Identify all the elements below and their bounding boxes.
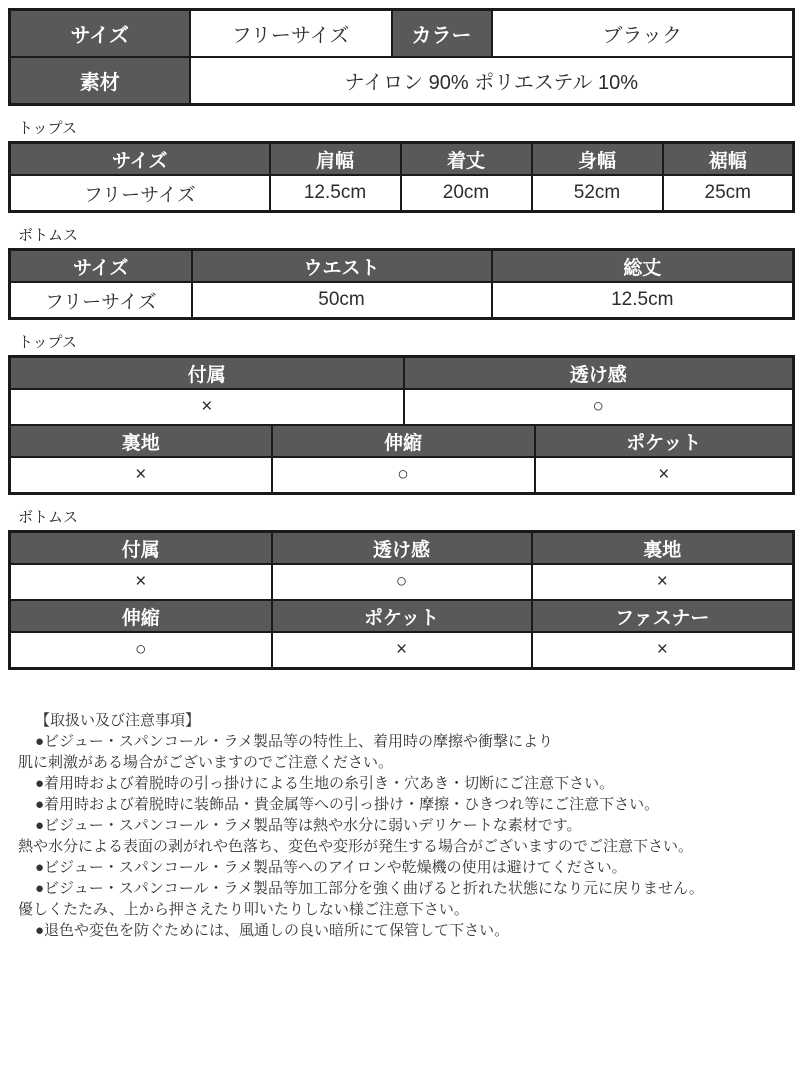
tops-features-header-pocket: ポケット xyxy=(535,425,794,457)
summary-color-value: ブラック xyxy=(492,10,794,58)
care-note-line: ●ビジュー・スパンコール・ラメ製品等の特性上、着用時の摩擦や衝撃により xyxy=(35,733,554,750)
tops-size-header-length: 着丈 xyxy=(401,143,532,176)
bottoms-size-value-total-length: 12.5cm xyxy=(492,282,794,319)
summary-row-material xyxy=(10,57,794,105)
tops-size-header-width: 身幅 xyxy=(532,143,663,176)
care-notes xyxy=(18,710,788,941)
bottoms-features-value-row-2 xyxy=(10,632,794,669)
tops-features-table xyxy=(8,355,795,495)
bottoms-size-value-row xyxy=(10,282,794,319)
bottoms-features-value-stretch: ○ xyxy=(10,632,272,669)
care-note-line: 肌に刺激がある場合がございますのでご注意ください。 xyxy=(18,754,394,771)
bottoms-size-header-row xyxy=(10,250,794,283)
summary-size-label: サイズ xyxy=(10,10,190,58)
bottoms-features-header-pocket: ポケット xyxy=(272,600,532,632)
tops-size-value-width: 52cm xyxy=(532,175,663,212)
tops-features-value-sheerness: ○ xyxy=(404,389,794,425)
bottoms-features-value-pocket: × xyxy=(272,632,532,669)
tops-features-header-row-2 xyxy=(10,425,794,457)
tops-features-header-accessory: 付属 xyxy=(10,357,404,390)
bottoms-size-table xyxy=(8,248,795,320)
tops-size-header-hem: 裾幅 xyxy=(663,143,794,176)
tops-size-value-hem: 25cm xyxy=(663,175,794,212)
tops-size-value-length: 20cm xyxy=(401,175,532,212)
bottoms-features-header-accessory: 付属 xyxy=(10,532,272,565)
care-note-line: 優しくたたみ、上から押さえたり叩いたりしない様ご注意下さい。 xyxy=(18,901,469,918)
tops-size-table xyxy=(8,141,795,213)
bottoms-features-header-row-1 xyxy=(10,532,794,565)
bottoms-features-header-sheerness: 透け感 xyxy=(272,532,532,565)
bottoms-features-value-row-1 xyxy=(10,564,794,600)
section-label-bottoms-features: ボトムス xyxy=(18,509,79,526)
bottoms-features-header-lining: 裏地 xyxy=(532,532,794,565)
care-note-line: ●ビジュー・スパンコール・ラメ製品等へのアイロンや乾燥機の使用は避けてください。 xyxy=(35,859,627,876)
care-notes-title: 【取扱い及び注意事項】 xyxy=(35,712,201,729)
tops-features-header-sheerness: 透け感 xyxy=(404,357,794,390)
tops-features-header-row-1 xyxy=(10,357,794,390)
tops-features-value-row-1 xyxy=(10,389,794,425)
tops-features-header-lining: 裏地 xyxy=(10,425,272,457)
section-label-tops-size: トップス xyxy=(18,120,77,137)
summary-size-value: フリーサイズ xyxy=(190,10,392,58)
tops-size-header-shoulder: 肩幅 xyxy=(270,143,401,176)
care-note-line: ●着用時および着脱時に装飾品・貴金属等への引っ掛け・摩擦・ひきつれ等にご注意下さい。 xyxy=(35,796,660,813)
tops-features-value-pocket: × xyxy=(535,457,794,494)
bottoms-size-header-size: サイズ xyxy=(10,250,192,283)
summary-color-label: カラー xyxy=(392,10,492,58)
tops-size-value-shoulder: 12.5cm xyxy=(270,175,401,212)
tops-features-value-stretch: ○ xyxy=(272,457,535,494)
summary-material-value: ナイロン 90% ポリエステル 10% xyxy=(190,57,794,105)
tops-features-value-accessory: × xyxy=(10,389,404,425)
bottoms-size-header-total-length: 総丈 xyxy=(492,250,794,283)
bottoms-features-header-row-2 xyxy=(10,600,794,632)
bottoms-features-header-zipper: ファスナー xyxy=(532,600,794,632)
summary-material-label: 素材 xyxy=(10,57,190,105)
tops-features-value-row-2 xyxy=(10,457,794,494)
tops-size-header-row xyxy=(10,143,794,176)
bottoms-size-value-size: フリーサイズ xyxy=(10,282,192,319)
bottoms-features-value-accessory: × xyxy=(10,564,272,600)
summary-row-size-color xyxy=(10,10,794,58)
bottoms-size-header-waist: ウエスト xyxy=(192,250,492,283)
care-note-line: ●ビジュー・スパンコール・ラメ製品等加工部分を強く曲げると折れた状態になり元に戻りません。 xyxy=(35,880,704,897)
tops-size-value-row xyxy=(10,175,794,212)
bottoms-features-value-zipper: × xyxy=(532,632,794,669)
tops-features-value-lining: × xyxy=(10,457,272,494)
bottoms-size-value-waist: 50cm xyxy=(192,282,492,319)
care-note-line: 熱や水分による表面の剥がれや色落ち、変色や変形が発生する場合がございますのでご注意下さい。 xyxy=(18,838,694,855)
bottoms-features-header-stretch: 伸縮 xyxy=(10,600,272,632)
tops-size-header-size: サイズ xyxy=(10,143,270,176)
section-label-tops-features: トップス xyxy=(18,334,77,351)
summary-table xyxy=(8,8,795,106)
care-note-line: ●着用時および着脱時の引っ掛けによる生地の糸引き・穴あき・切断にご注意下さい。 xyxy=(35,775,615,792)
tops-features-header-stretch: 伸縮 xyxy=(272,425,535,457)
care-note-line: ●ビジュー・スパンコール・ラメ製品等は熱や水分に弱いデリケートな素材です。 xyxy=(35,817,582,834)
bottoms-features-value-sheerness: ○ xyxy=(272,564,532,600)
care-note-line: ●退色や変色を防ぐためには、風通しの良い暗所にて保管して下さい。 xyxy=(35,922,510,939)
tops-size-value-size: フリーサイズ xyxy=(10,175,270,212)
section-label-bottoms-size: ボトムス xyxy=(18,227,79,244)
bottoms-features-value-lining: × xyxy=(532,564,794,600)
bottoms-features-table xyxy=(8,530,795,670)
